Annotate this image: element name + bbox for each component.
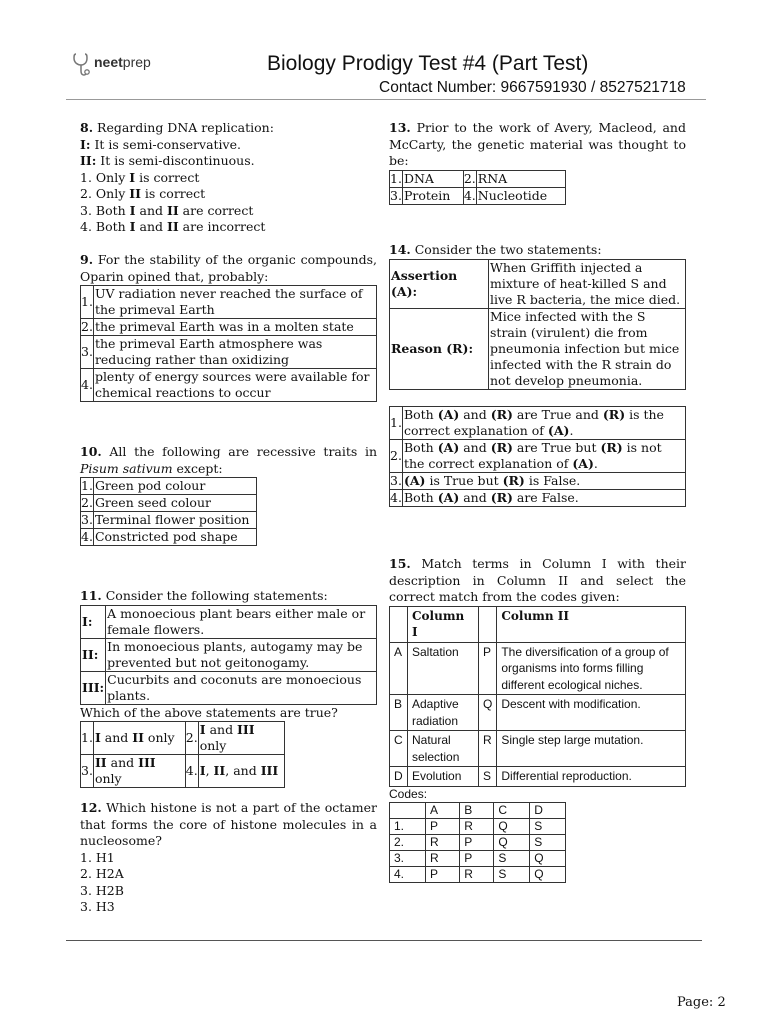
options-table [80,285,377,402]
options-table: 1. I and II only 2. I and III only 3. II and III only 4. I, II, and III [80,721,285,788]
option-2[interactable]: I and III only [198,722,284,755]
question-stem: Match terms in Column I with their description in Column II and select the correct match from the codes given: [389,556,686,604]
question-9 [80,252,377,402]
question-number: 9. [80,252,94,267]
question-stem: Consider the two statements: [414,242,602,257]
question-number: 13. [389,120,411,135]
option-3[interactable]: 3. H2B [80,882,124,898]
codes-table: A B C D 1. P R Q S 2. R P Q S 3. R P S Q 4. P R S Q [389,802,566,883]
question-prompt: Which of the above statements are true? [80,704,338,720]
question-14 [389,242,686,507]
statement-1: It is semi-conservative. [94,136,241,152]
question-15 [389,556,686,883]
options-table [389,406,686,507]
question-10: 10. All the following are recessive traits in Pisum sativum except: 1. Green pod colour 2. Green seed colour 3. Terminal flower position 4. Constricted pod shape [80,444,377,544]
statement-row: III: Cucurbits and coconuts are monoecious plants. [81,671,377,704]
option-2[interactable]: 2. the primeval Earth was in a molten state [81,319,377,336]
match-row: C Natural selection R Single step large mutation. [390,731,686,767]
column-1-header: Column I [408,606,479,642]
option-4[interactable]: 4. Constricted pod shape [81,529,257,546]
code-option-1[interactable]: 1. P R Q S [390,818,566,834]
option-1[interactable]: 1. H1 [80,849,115,865]
assertion-label: Assertion (A): [391,267,458,299]
statements-table [80,605,377,705]
statement-2: It is semi-discontinuous. [100,153,255,168]
option-1[interactable]: 1. Both (A) and (R) are True and (R) is the correct explanation of (A). [390,406,686,439]
question-number: 10. [80,444,102,459]
option-4[interactable]: 3. H3 [80,899,115,914]
codes-label: Codes: [389,786,428,801]
match-row: D Evolution S Differential reproduction. [390,767,686,787]
option-3[interactable]: 3. Terminal flower position [81,512,257,529]
option-2[interactable]: 2. H2A [80,866,124,881]
assertion-text: When Griffith injected a mixture of heat-killed S and live R bacteria, the mice died. [489,259,686,308]
question-stem: Which histone is not a part of the octamer that forms the core of histone molecules in a nucleosome? [80,800,377,848]
option-3[interactable]: 3. Both I and II are correct [80,202,254,218]
option-3[interactable]: 3. the primeval Earth atmosphere was reducing rather than oxidizing [81,336,377,369]
page-number: Page: 2 [677,995,726,1010]
option-1[interactable]: 1. UV radiation never reached the surface of the primeval Earth [81,286,377,319]
option-4[interactable]: I, II, and III [198,755,284,788]
match-table [389,606,686,787]
reason-label: Reason (R): [391,340,474,356]
assertion-reason-table [389,259,686,390]
option-1[interactable]: 1. Only I is correct [80,169,200,185]
reason-text: Mice infected with the S strain (virulent) die from pneumonia infection but mice infected with the R strain do not develop pneumonia. [489,308,686,389]
option-1[interactable]: 1. Green pod colour [81,478,257,495]
statement-row: I: A monoecious plant bears either male or female flowers. [81,605,377,638]
question-stem: For the stability of the organic compounds, Oparin opined that, probably: [80,252,377,284]
match-row: A Saltation P The diversification of a group of organisms into forms filling different ecological niches. [390,642,686,695]
match-row: B Adaptive radiation Q Descent with modification. [390,695,686,731]
question-number: 11. [80,588,102,603]
option-4[interactable]: Nucleotide [476,187,565,204]
question-number: 8. [80,120,94,135]
contact-number: Contact Number: 9667591930 / 8527521718 [379,79,686,96]
question-13 [389,120,686,205]
code-option-3[interactable]: 3. R P S Q [390,850,566,866]
option-2[interactable]: 2. Only II is correct [80,186,206,201]
option-4[interactable]: 4. Both (A) and (R) are False. [390,489,686,506]
option-2[interactable]: 2. Green seed colour [81,495,257,512]
code-option-2[interactable]: 2. R P Q S [390,834,566,850]
option-3[interactable]: 3. (A) is True but (R) is False. [390,472,686,489]
stethoscope-icon [72,52,92,80]
question-stem: Consider the following statements: [105,588,328,603]
option-3[interactable]: Protein [402,187,463,204]
question-stem: Prior to the work of Avery, Macleod, and McCarty, the genetic material was thought to be: [389,120,686,168]
question-stem: Regarding DNA replication: [97,120,274,135]
page-title: Biology Prodigy Test #4 (Part Test) [267,52,589,75]
footer-divider [66,940,702,941]
option-2[interactable]: RNA [476,170,565,187]
question-12 [80,800,377,916]
question-8: 8. Regarding DNA replication: I: It is semi-conservative. II: It is semi-discontinuous. 1. Only I is correct 2. Only II is correct 3. Both I and II are correct 4. Both I and II are incorrect [80,120,380,236]
option-3[interactable]: II and III only [93,755,185,788]
question-11 [80,588,377,788]
column-2-header: Column II [497,606,686,642]
code-option-4[interactable]: 4. P R S Q [390,866,566,882]
header-divider [66,99,706,100]
option-4[interactable]: 4. plenty of energy sources were available for chemical reactions to occur [81,369,377,402]
option-2[interactable]: 2. Both (A) and (R) are True but (R) is not the correct explanation of (A). [390,439,686,472]
option-1[interactable]: I and II only [93,722,185,755]
species-name: Pisum sativum [80,460,173,476]
statement-row: II: In monoecious plants, autogamy may be prevented but not geitonogamy. [81,638,377,671]
options-table [80,477,257,546]
logo-wordmark: neetprep [94,54,151,70]
option-1[interactable]: DNA [402,170,463,187]
option-4[interactable]: 4. Both I and II are incorrect [80,219,266,234]
question-number: 12. [80,800,102,815]
question-number: 14. [389,242,411,257]
question-number: 15. [389,556,411,571]
options-table: 1. DNA 2. RNA 3. Protein 4. Nucleotide [389,170,566,205]
